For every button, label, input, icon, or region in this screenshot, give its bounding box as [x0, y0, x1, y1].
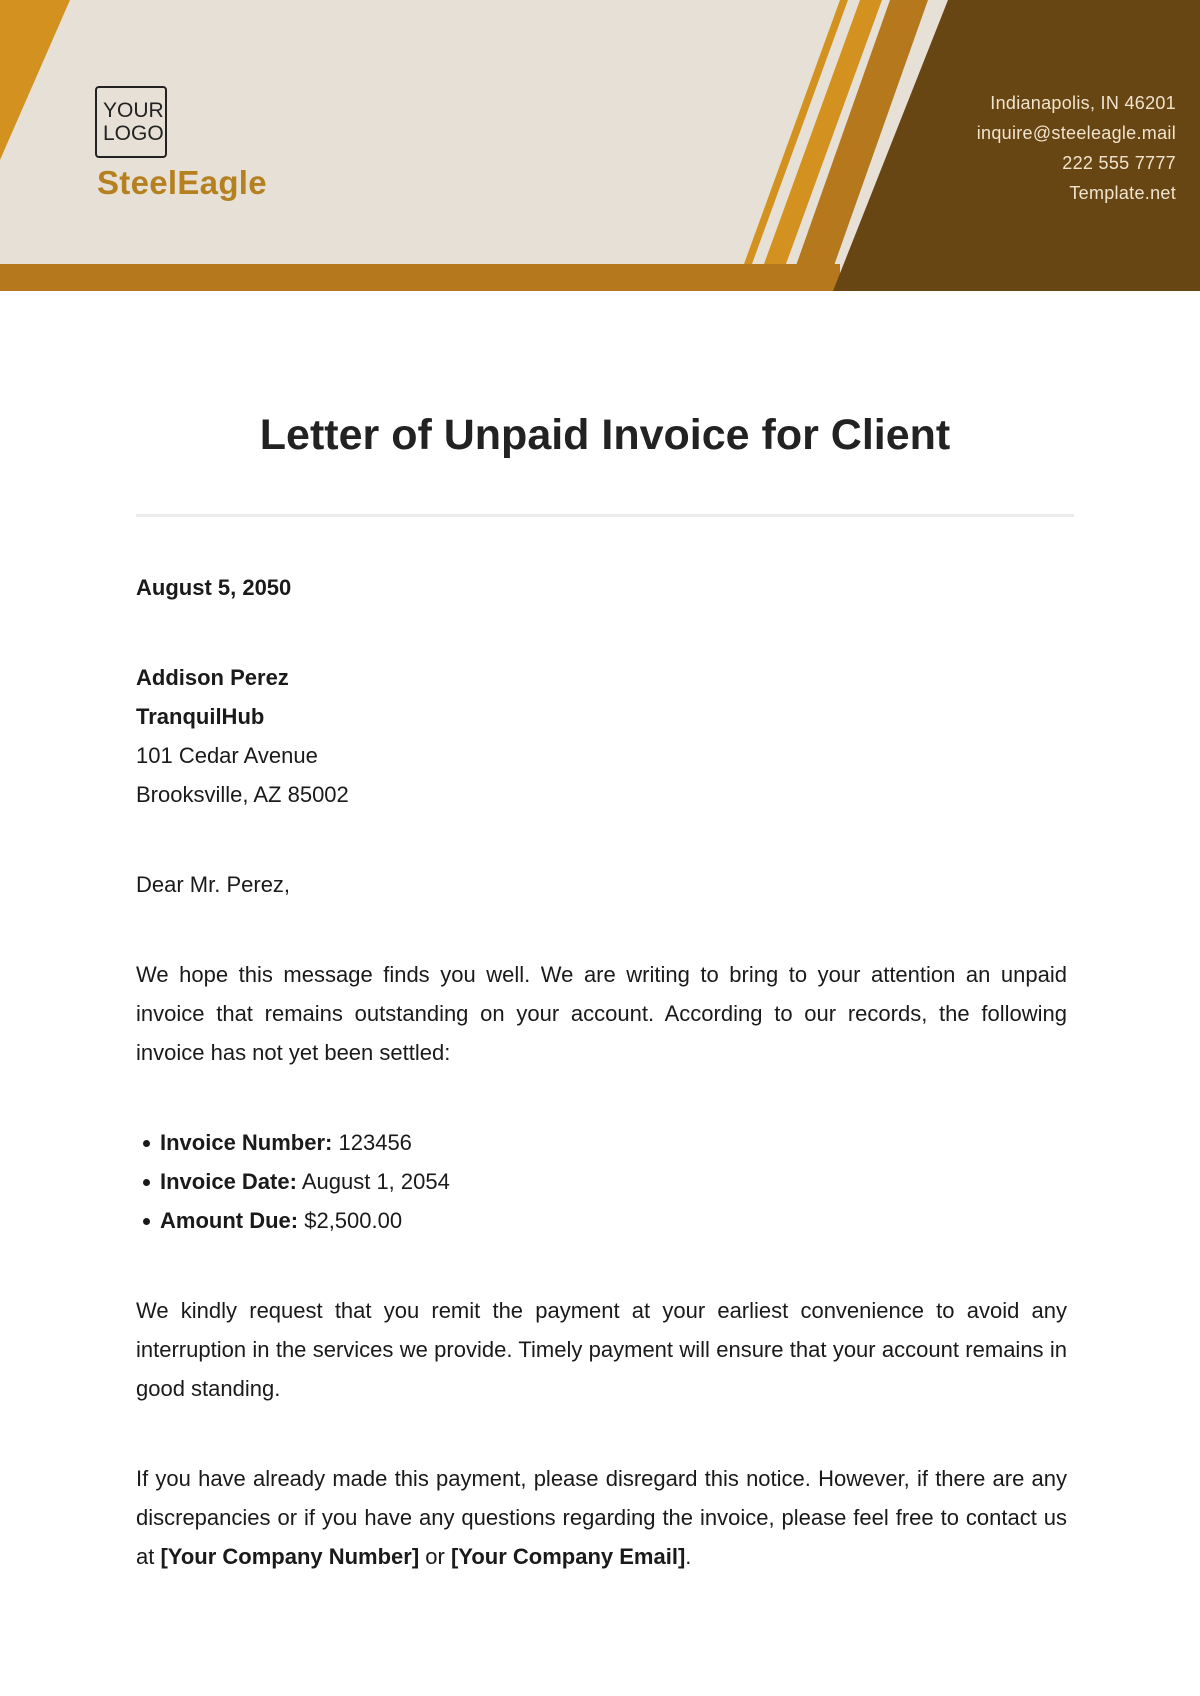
invoice-date-label: Invoice Date: — [160, 1169, 297, 1194]
list-item — [136, 1201, 1067, 1240]
recipient-street: 101 Cedar Avenue — [136, 743, 318, 768]
intro-paragraph: We hope this message finds you well. We are writing to bring to your attention an unpaid invoice that remains outstanding on your account. According to our records, the following invoice has not yet been settled: — [136, 962, 1067, 1065]
recipient-name: Addison Perez — [136, 665, 289, 690]
contact-block — [977, 88, 1176, 208]
closing-or: or — [419, 1544, 451, 1569]
invoice-date-value: August 1, 2054 — [301, 1169, 450, 1194]
letter-date: August 5, 2050 — [136, 575, 292, 600]
recipient-address — [136, 658, 1067, 814]
amount-due-label: Amount Due: — [160, 1208, 299, 1233]
recipient-city: Brooksville, AZ 85002 — [136, 782, 349, 807]
contact-phone: 222 555 7777 — [1062, 153, 1176, 173]
invoice-number-value: 123456 — [338, 1130, 412, 1155]
contact-address: Indianapolis, IN 46201 — [990, 93, 1176, 113]
logo-text-line1: YOUR — [103, 99, 164, 122]
company-email-placeholder: [Your Company Email] — [450, 1544, 686, 1569]
request-paragraph: We kindly request that you remit the payment at your earliest convenience to avoid any interruption in the services we provide. Timely payment will ensure that your account remains in good standing. — [136, 1298, 1067, 1401]
contact-website: Template.net — [1069, 183, 1176, 203]
logo-text-line2: LOGO — [103, 122, 164, 145]
company-number-placeholder: [Your Company Number] — [160, 1544, 420, 1569]
list-item — [136, 1162, 1067, 1201]
contact-email: inquire@steeleagle.mail — [976, 123, 1176, 143]
logo-placeholder — [95, 86, 167, 158]
invoice-number-label: Invoice Number: — [160, 1130, 333, 1155]
closing-text: If you have already made this payment, please disregard this notice. However, if there are any discrepancies or if you have any questions regarding the invoice, please feel free to contact us at — [136, 1466, 1067, 1569]
letterhead — [0, 0, 1200, 291]
letter-body — [136, 568, 1067, 1627]
letter-title: Letter of Unpaid Invoice for Client — [259, 411, 951, 459]
title-divider — [136, 514, 1074, 517]
company-name: SteelEagle — [97, 164, 267, 201]
amount-due-value: $2,500.00 — [304, 1208, 403, 1233]
closing-paragraph — [136, 1459, 1067, 1576]
salutation: Dear Mr. Perez, — [136, 872, 291, 897]
closing-end: . — [685, 1544, 692, 1569]
list-item — [136, 1123, 1067, 1162]
recipient-company: TranquilHub — [136, 704, 265, 729]
invoice-details-list — [136, 1123, 1067, 1240]
